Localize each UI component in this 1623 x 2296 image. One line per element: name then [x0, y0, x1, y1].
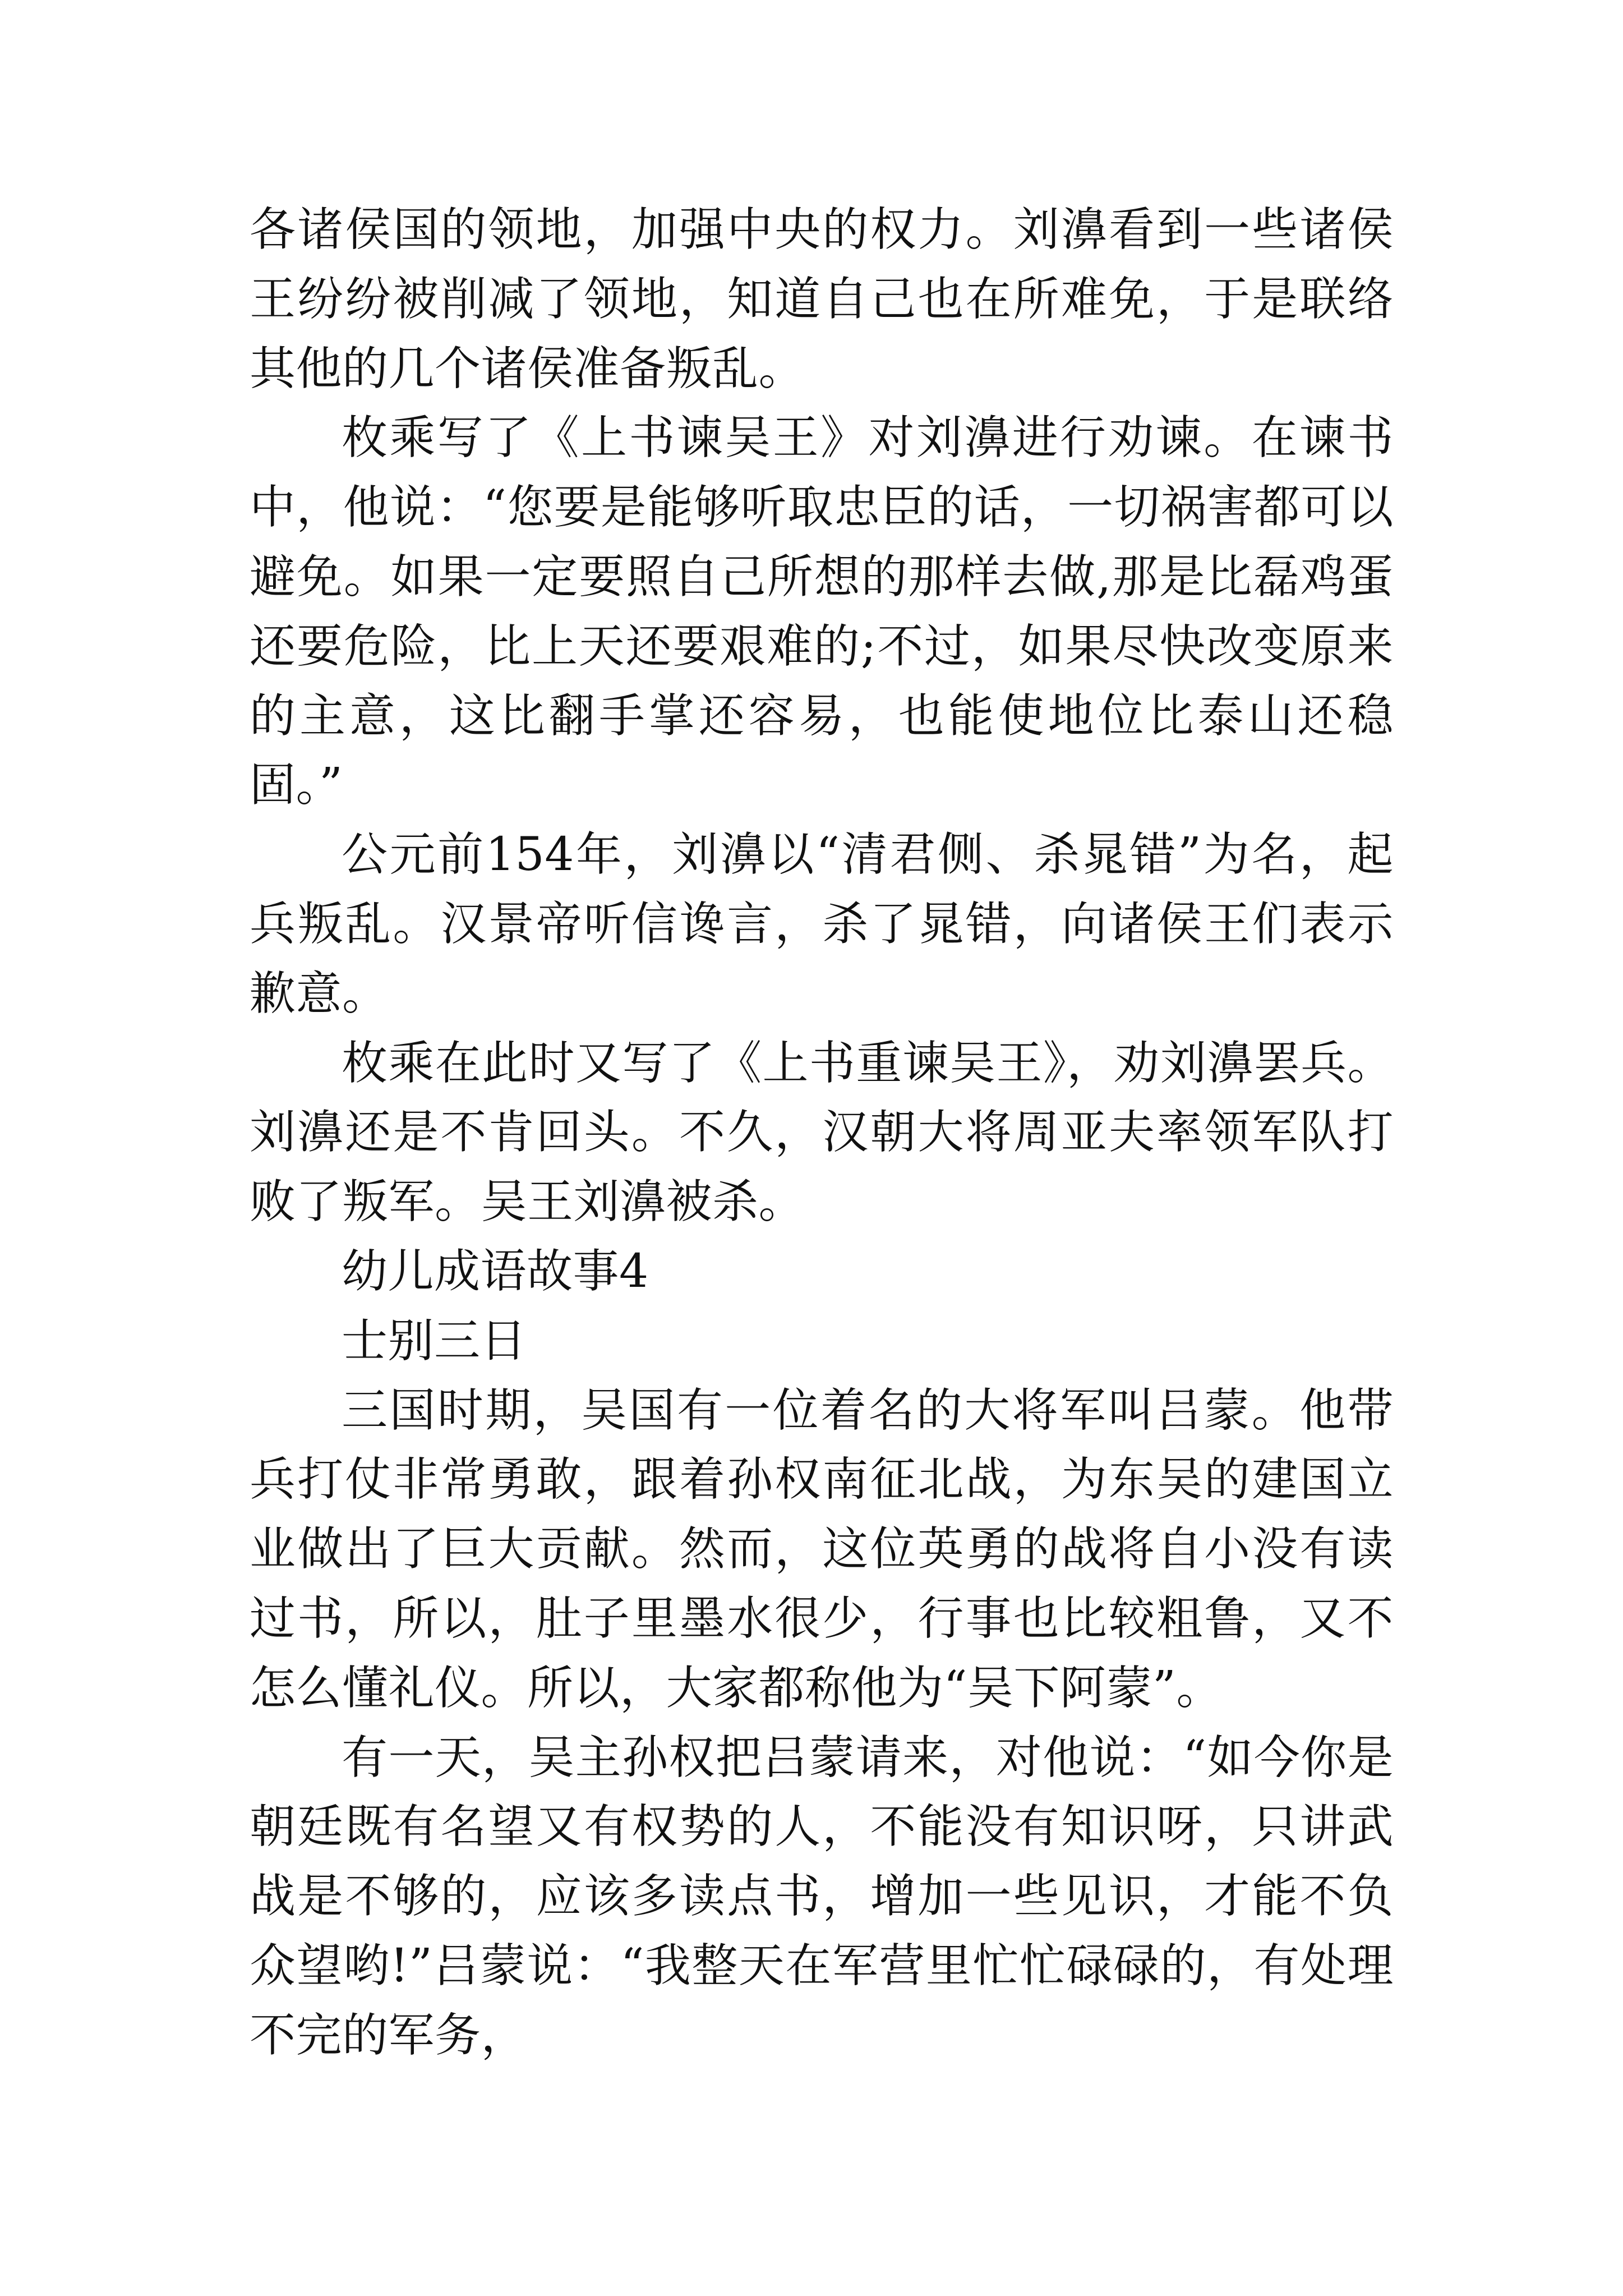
paragraph: 公元前154年，刘濞以“清君侧、杀晁错”为名，起兵叛乱。汉景帝听信谗言，杀了晁错，向诸侯王们表示歉意。 [250, 828, 1394, 1020]
document-body [250, 195, 1394, 2070]
paragraph: 三国时期，吴国有一位着名的大将军叫吕蒙。他带兵打仗非常勇敢，跟着孙权南征北战，为东吴的建国立业做出了巨大贡献。然而，这位英勇的战将自小没有读过书，所以，肚子里墨水很少，行事也比较粗鲁，又不怎么懂礼仪。所以，大家都称他为“吴下阿蒙”。 [250, 1383, 1394, 1715]
paragraph: 枚乘写了《上书谏吴王》对刘濞进行劝谏。在谏书中，他说：“您要是能够听取忠臣的话，一切祸害都可以避免。如果一定要照自己所想的那样去做,那是比磊鸡蛋还要危险，比上天还要艰难的;不过，如果尽快改变原来的主意，这比翻手掌还容易，也能使地位比泰山还稳固。” [250, 411, 1394, 812]
paragraph: 各诸侯国的领地，加强中央的权力。刘濞看到一些诸侯王纷纷被削减了领地，知道自己也在所难免，于是联络其他的几个诸侯准备叛乱。 [250, 203, 1394, 395]
paragraph: 枚乘在此时又写了《上书重谏吴王》，劝刘濞罢兵。刘濞还是不肯回头。不久，汉朝大将周亚夫率领军队打败了叛军。吴王刘濞被杀。 [250, 1036, 1394, 1229]
story-title: 士别三日 [342, 1314, 527, 1368]
section-heading: 幼儿成语故事4 [342, 1244, 649, 1298]
paragraph: 有一天，吴主孙权把吕蒙请来，对他说：“如今你是朝廷既有名望又有权势的人，不能没有知识呀，只讲武战是不够的，应该多读点书，增加一些见识，才能不负众望哟!”吕蒙说：“我整天在军营里忙忙碌碌的，有处理不完的军务， [250, 1731, 1394, 2062]
